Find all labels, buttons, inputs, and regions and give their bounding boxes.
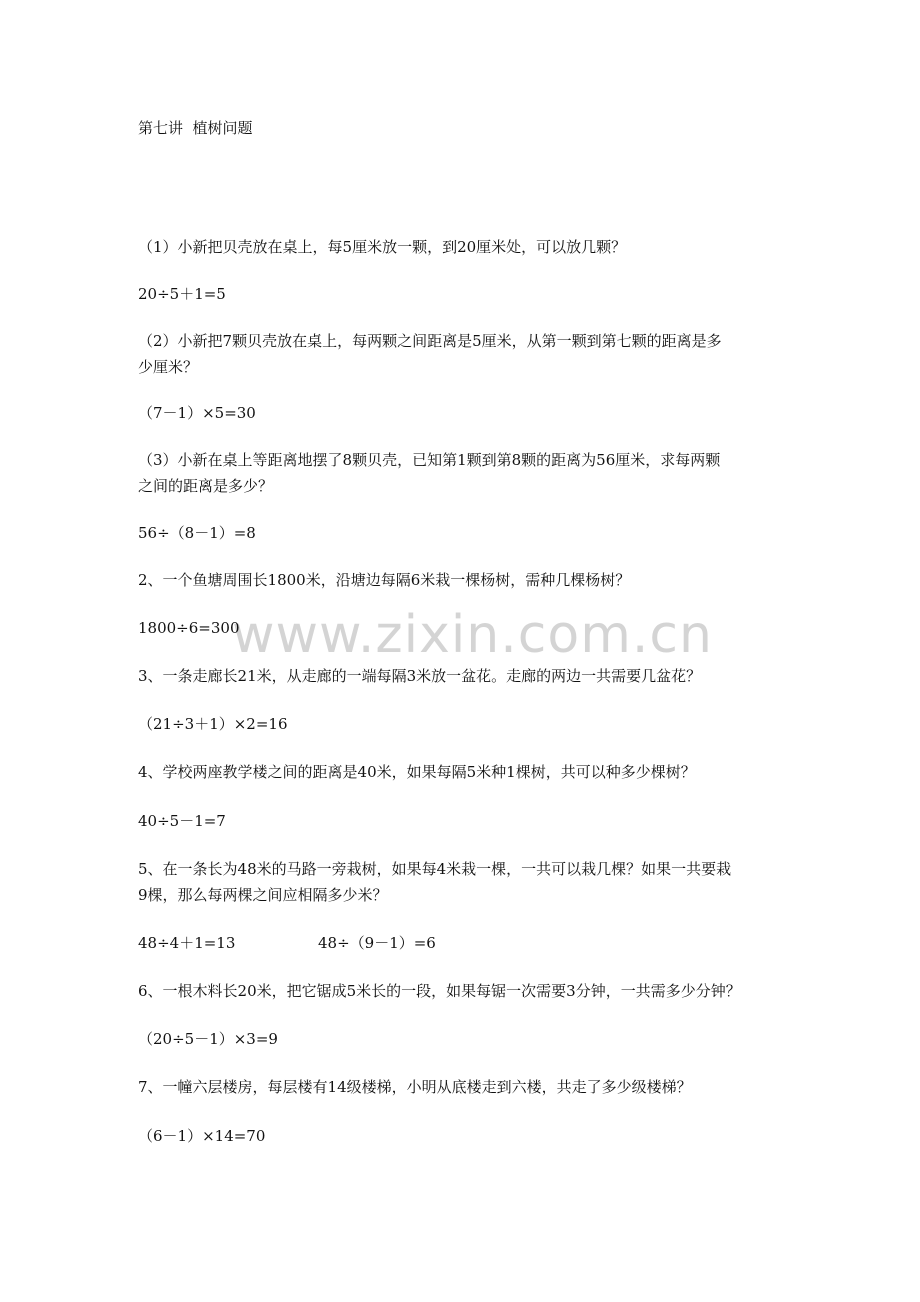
question-1-1: （1）小新把贝壳放在桌上，每5厘米放一颗，到20厘米处，可以放几颗？ — [138, 238, 627, 256]
answer-5a: 48÷4＋1=13 — [138, 934, 236, 952]
question-2: 2、一个鱼塘周围长1800米，沿塘边每隔6米栽一棵杨树，需种几棵杨树？ — [138, 571, 631, 589]
question-4: 4、学校两座教学楼之间的距离是40米，如果每隔5米种1棵树，共可以种多少棵树？ — [138, 763, 696, 781]
answer-1-2: （7－1）×5=30 — [138, 404, 256, 422]
answer-5b: 48÷（9－1）=6 — [318, 934, 436, 952]
question-5-cont: 9棵，那么每两棵之间应相隔多少米？ — [138, 886, 388, 904]
question-1-3-cont: 之间的距离是多少？ — [138, 477, 274, 495]
answer-1-3: 56÷（8－1）=8 — [138, 524, 256, 542]
question-6: 6、一根木料长20米，把它锯成5米长的一段，如果每锯一次需要3分钟，一共需多少分钟？ — [138, 982, 741, 1000]
answer-6: （20÷5－1）×3=9 — [138, 1030, 278, 1048]
watermark: www.zixin.com.cn — [232, 605, 713, 665]
answer-7: （6－1）×14=70 — [138, 1127, 266, 1145]
question-7: 7、一幢六层楼房，每层楼有14级楼梯，小明从底楼走到六楼，共走了多少级楼梯？ — [138, 1078, 692, 1096]
question-1-2: （2）小新把7颗贝壳放在桌上，每两颗之间距离是5厘米，从第一颗到第七颗的距离是多 — [138, 332, 722, 350]
question-3: 3、一条走廊长21米，从走廊的一端每隔3米放一盆花。走廊的两边一共需要几盆花？ — [138, 667, 702, 685]
answer-3: （21÷3＋1）×2=16 — [138, 715, 288, 733]
answer-4: 40÷5－1=7 — [138, 812, 226, 830]
question-1-3: （3）小新在桌上等距离地摆了8颗贝壳，已知第1颗到第8颗的距离为56厘米，求每两颗 — [138, 451, 721, 469]
question-1-2-cont: 少厘米？ — [138, 358, 199, 376]
answer-2: 1800÷6=300 — [138, 619, 240, 637]
answer-1-1: 20÷5＋1=5 — [138, 285, 226, 303]
question-5: 5、在一条长为48米的马路一旁栽树，如果每4米栽一棵，一共可以栽几棵？如果一共要栽 — [138, 860, 732, 878]
page-title: 第七讲 植树问题 — [138, 119, 253, 137]
